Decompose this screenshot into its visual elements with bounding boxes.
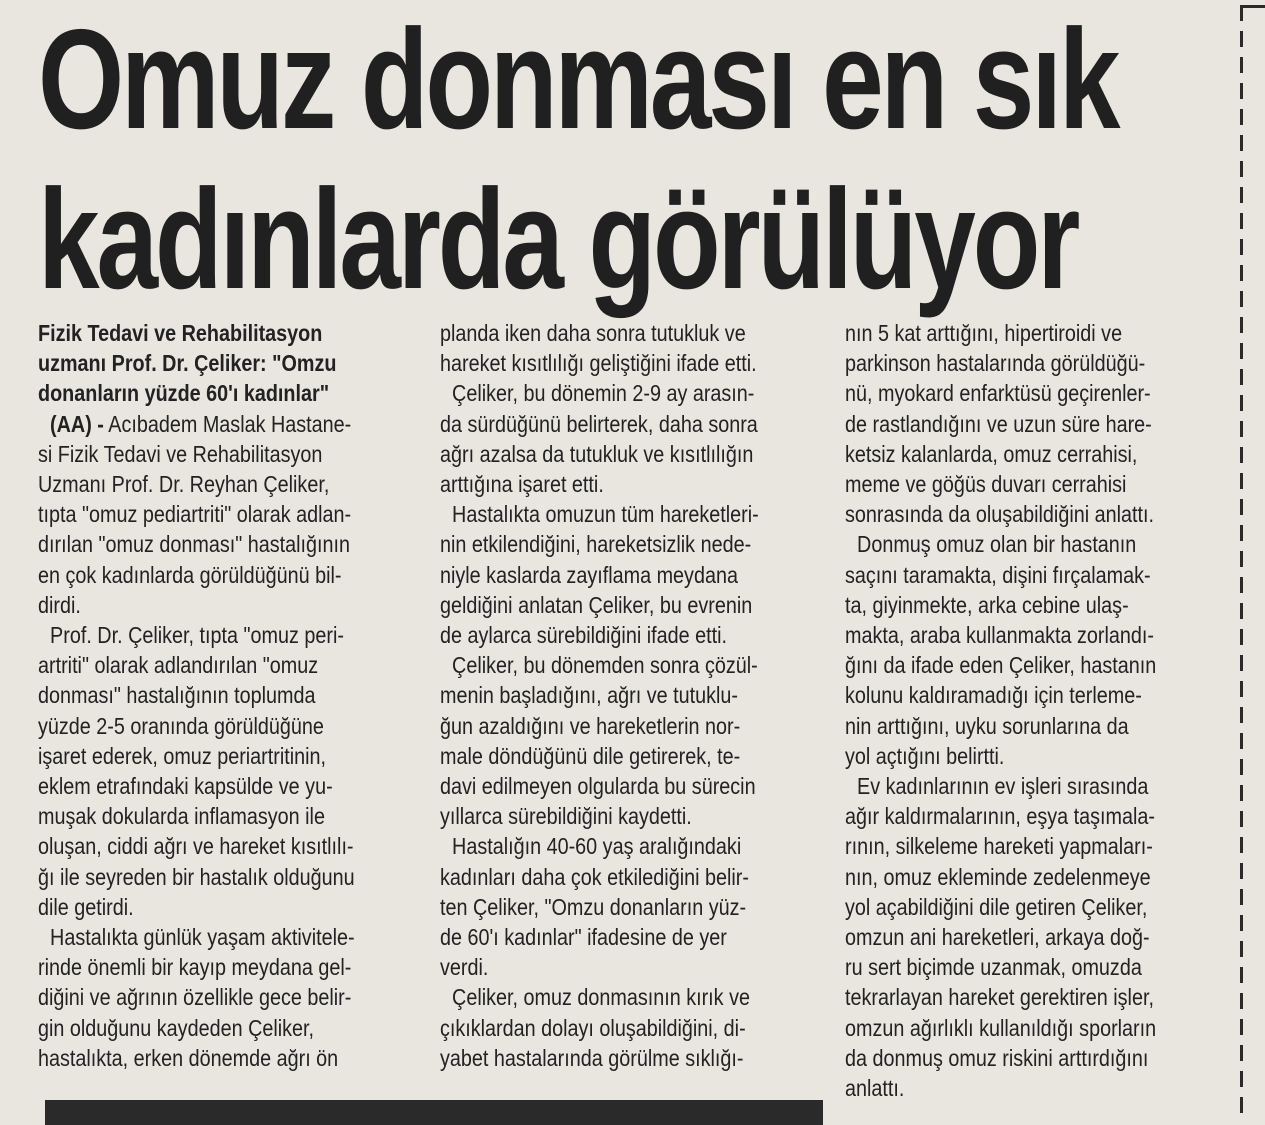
body-line: oluşan, ciddi ağrı ve hareket kısıtlılı- [38, 833, 354, 860]
body-line: de aylarca sürebildiğini ifade etti. [440, 622, 727, 649]
body-line: omzun ağırlıklı kullanıldığı sporların [845, 1014, 1157, 1041]
body-line: hareket kısıtlılığı geliştiğini ifade etti. [440, 350, 757, 377]
body-line: Çeliker, omuz donmasının kırık ve [452, 984, 750, 1011]
body-line: kolunu kaldıramadığı için terleme- [845, 682, 1142, 709]
body-line: kadınları daha çok etkilediğini belir- [440, 863, 749, 890]
body-line: rinde önemli bir kayıp meydana gel- [38, 954, 352, 981]
body-line: muşak dokularda inflamasyon ile [38, 803, 325, 830]
body-line: de rastlandığını ve uzun süre hare- [845, 410, 1152, 437]
body-line: niyle kaslarda zayıflama meydana [440, 561, 738, 588]
body-line: gin olduğunu kaydeden Çeliker, [38, 1014, 315, 1041]
body-line: ru sert biçimde uzanmak, omuzda [845, 954, 1142, 981]
body-line: artriti" olarak adlandırılan "omuz [38, 652, 319, 679]
body-line: işaret ederek, omuz periartritinin, [38, 742, 327, 769]
body-line: dırılan "omuz donması" hastalığının [38, 531, 351, 558]
body-line: rının, silkeleme hareketi yapmaları- [845, 833, 1153, 860]
side-rule-top [1240, 5, 1265, 8]
body-line: dirdi. [38, 591, 81, 618]
body-line: ğını da ifade eden Çeliker, hastanın [845, 652, 1157, 679]
body-line: nin etkilendiğini, hareketsizlik nede- [440, 531, 752, 558]
body-line: ta, giyinmekte, arka cebine ulaş- [845, 591, 1129, 618]
body-line: ağır kaldırmalarının, eşya taşımala- [845, 803, 1156, 830]
body-line: nin arttığını, uyku sorunlarına da [845, 712, 1129, 739]
body-line: yüzde 2-5 oranında görüldüğüne [38, 712, 324, 739]
body-line: geldiğini anlatan Çeliker, bu evrenin [440, 591, 753, 618]
body-line: dile getirdi. [38, 893, 134, 920]
lead-line: donanların yüzde 60'ı kadınlar" [38, 380, 330, 407]
body-line: meme ve göğüs duvarı cerrahisi [845, 471, 1127, 498]
body-line: planda iken daha sonra tutukluk ve [440, 320, 746, 346]
headline-line-1: Omuz donması en sık [38, 0, 1118, 159]
body-line: male döndüğünü dile getirerek, te- [440, 742, 741, 769]
body-line: hastalıkta, erken dönemde ağrı ön [38, 1044, 339, 1071]
body-line: yıllarca sürebildiğini kaydetti. [440, 803, 692, 830]
body-line: Uzmanı Prof. Dr. Reyhan Çeliker, [38, 471, 330, 498]
body-text: Acıbadem Maslak Hastane- [103, 410, 352, 437]
body-line: donması" hastalığının toplumda [38, 682, 316, 709]
article-column-2 [440, 318, 814, 1073]
body-line: nın, omuz ekleminde zedelenmeye [845, 863, 1151, 890]
body-line: Çeliker, bu dönemin 2-9 ay arasın- [452, 380, 755, 407]
body-line: saçını taramakta, dişini fırçalamak- [845, 561, 1151, 588]
body-line: ağrı azalsa da tutukluk ve kısıtlılığın [440, 440, 754, 467]
body-line: nü, myokard enfarktüsü geçirenler- [845, 380, 1151, 407]
lead-line: uzmanı Prof. Dr. Çeliker: "Omzu [38, 350, 337, 377]
dashed-side-rule [1240, 5, 1243, 1120]
body-line: si Fizik Tedavi ve Rehabilitasyon [38, 440, 323, 467]
body-line: ketsiz kalanlarda, omuz cerrahisi, [845, 440, 1138, 467]
body-line [38, 409, 399, 439]
article-column-1 [38, 318, 399, 1073]
body-line: Hastalıkta omuzun tüm hareketleri- [452, 501, 759, 528]
body-line: omzun ani hareketleri, arkaya doğ- [845, 924, 1150, 951]
body-line: ğı ile seyreden bir hastalık olduğunu [38, 863, 355, 890]
body-line: da donmuş omuz riskini arttırdığını [845, 1044, 1149, 1071]
bottom-black-bar [45, 1100, 823, 1125]
body-line: davi edilmeyen olgularda bu sürecin [440, 773, 756, 800]
body-line: Donmuş omuz olan bir hastanın [857, 531, 1137, 558]
body-line: verdi. [440, 954, 489, 981]
headline-line-2: kadınlarda görülüyor [38, 160, 1078, 319]
body-line: Hastalıkta günlük yaşam aktivitele- [50, 924, 355, 951]
body-line: arttığına işaret etti. [440, 471, 604, 498]
body-line: de 60'ı kadınlar" ifadesine de yer [440, 924, 727, 951]
body-line: yol açtığını belirtti. [845, 742, 1005, 769]
body-line: makta, araba kullanmakta zorlandı- [845, 622, 1154, 649]
body-line: en çok kadınlarda görüldüğünü bil- [38, 561, 342, 588]
agency-tag: (AA) - [50, 410, 104, 437]
body-line: ğun azaldığını ve hareketlerin nor- [440, 712, 741, 739]
body-line: Prof. Dr. Çeliker, tıpta "omuz peri- [50, 622, 344, 649]
body-line: Çeliker, bu dönemden sonra çözül- [452, 652, 758, 679]
body-line: parkinson hastalarında görüldüğü- [845, 350, 1146, 377]
body-line: diğini ve ağrının özellikle gece belir- [38, 984, 352, 1011]
lead-line: Fizik Tedavi ve Rehabilitasyon [38, 320, 323, 346]
body-line: çıkıklardan dolayı oluşabildiğini, di- [440, 1014, 746, 1041]
body-line: ten Çeliker, "Omzu donanların yüz- [440, 893, 747, 920]
body-line: tıpta "omuz pediartriti" olarak adlan- [38, 501, 352, 528]
body-line: menin başladığını, ağrı ve tutuklu- [440, 682, 738, 709]
body-line: yabet hastalarında görülme sıklığı- [440, 1044, 744, 1071]
body-line: sonrasında da oluşabildiğini anlattı. [845, 501, 1154, 528]
body-line: tekrarlayan hareket gerektiren işler, [845, 984, 1154, 1011]
headline [38, 0, 1118, 320]
body-line: anlattı. [845, 1075, 905, 1102]
body-line: da sürdüğünü belirterek, daha sonra [440, 410, 758, 437]
body-line: eklem etrafındaki kapsülde ve yu- [38, 773, 333, 800]
body-line: nın 5 kat arttığını, hipertiroidi ve [845, 320, 1123, 346]
article-column-3 [845, 318, 1215, 1103]
body-line: Ev kadınlarının ev işleri sırasında [857, 773, 1149, 800]
body-line: Hastalığın 40-60 yaş aralığındaki [452, 833, 742, 860]
body-line: yol açabildiğini dile getiren Çeliker, [845, 893, 1148, 920]
